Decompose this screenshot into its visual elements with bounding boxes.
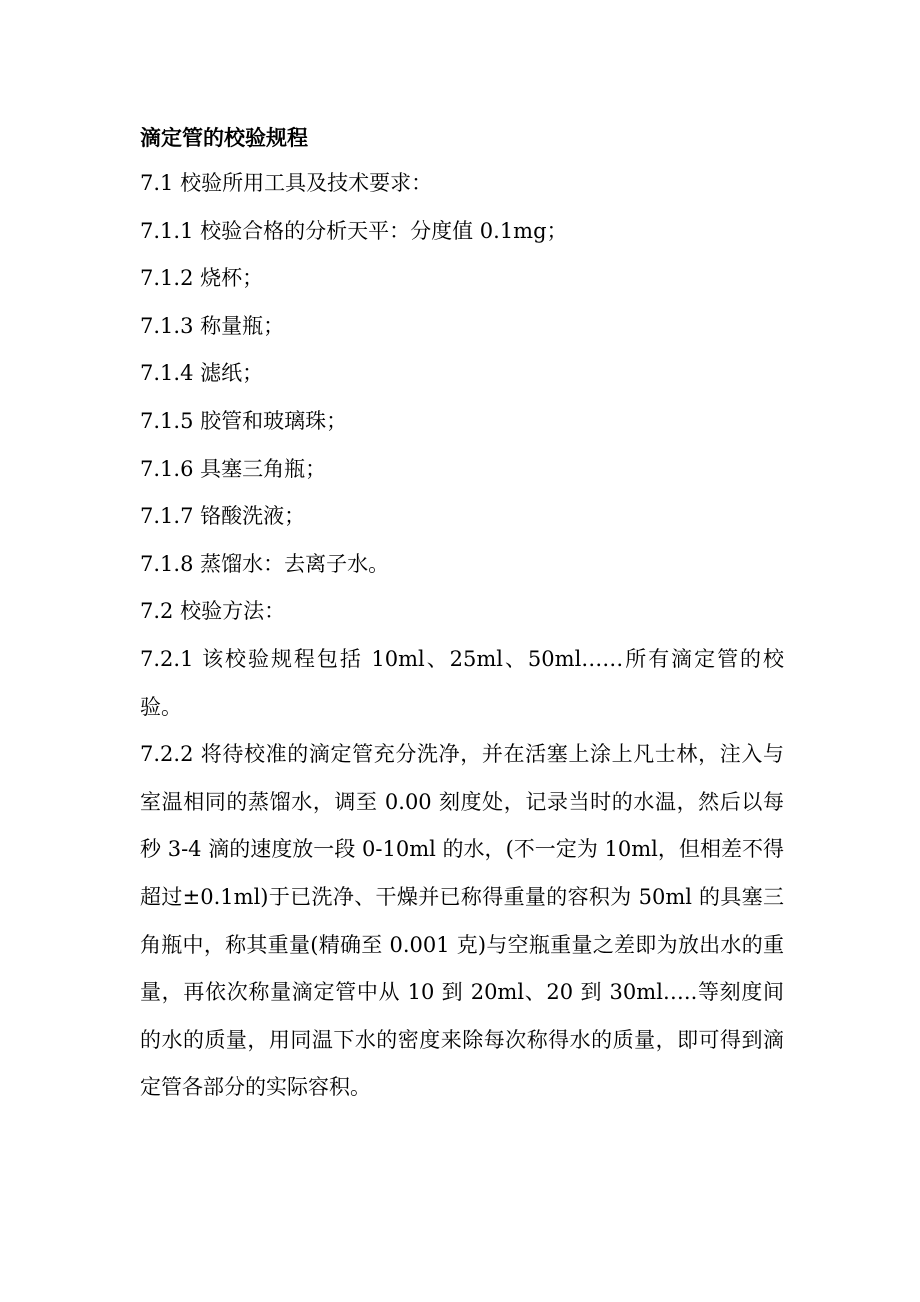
item-7-1: 7.1 校验所用工具及技术要求： <box>140 171 433 195</box>
item-7-1-6: 7.1.6 具塞三角瓶； <box>140 456 327 481</box>
item-7-1-2: 7.1.2 烧杯； <box>140 266 264 291</box>
document-page <box>140 116 784 1112</box>
item-7-1-7: 7.1.7 铬酸洗液； <box>140 504 306 529</box>
paragraph-7-2-1: 7.2.1 该校验规程包括 10ml、25ml、50ml……所有滴定管的校验。 <box>140 646 784 719</box>
item-7-1-4: 7.1.4 滤纸； <box>140 361 264 386</box>
item-7-1-5: 7.1.5 胶管和玻璃珠； <box>140 408 348 433</box>
paragraph-7-2-2: 7.2.2 将待校准的滴定管充分洗净，并在活塞上涂上凡士林，注入与室温相同的蒸馏水，调至 0.00 刻度处，记录当时的水温，然后以每秒 3-4 滴的速度放一段 0-10ml 的水，(不一定为 10ml，但相差不得超过±0.1ml)于已洗净、干燥并已称得重量的容积为 50ml 的具塞三角瓶中，称其重量(精确至 0.001 克)与空瓶重量之差即为放出水的重量，再依次称量滴定管中从 10 到 20ml、20 到 30ml…..等刻度间的水的质量，用同温下水的密度来除每次称得水的质量，即可得到滴定管各部分的实际容积。 <box>140 742 784 1100</box>
item-7-1-8: 7.1.8 蒸馏水：去离子水。 <box>140 551 390 576</box>
document-title: 滴定管的校验规程 <box>140 126 308 150</box>
item-7-2: 7.2 校验方法： <box>140 599 286 624</box>
item-7-1-1: 7.1.1 校验合格的分析天平：分度值 0.1mg； <box>140 218 568 243</box>
item-7-1-3: 7.1.3 称量瓶； <box>140 313 285 338</box>
